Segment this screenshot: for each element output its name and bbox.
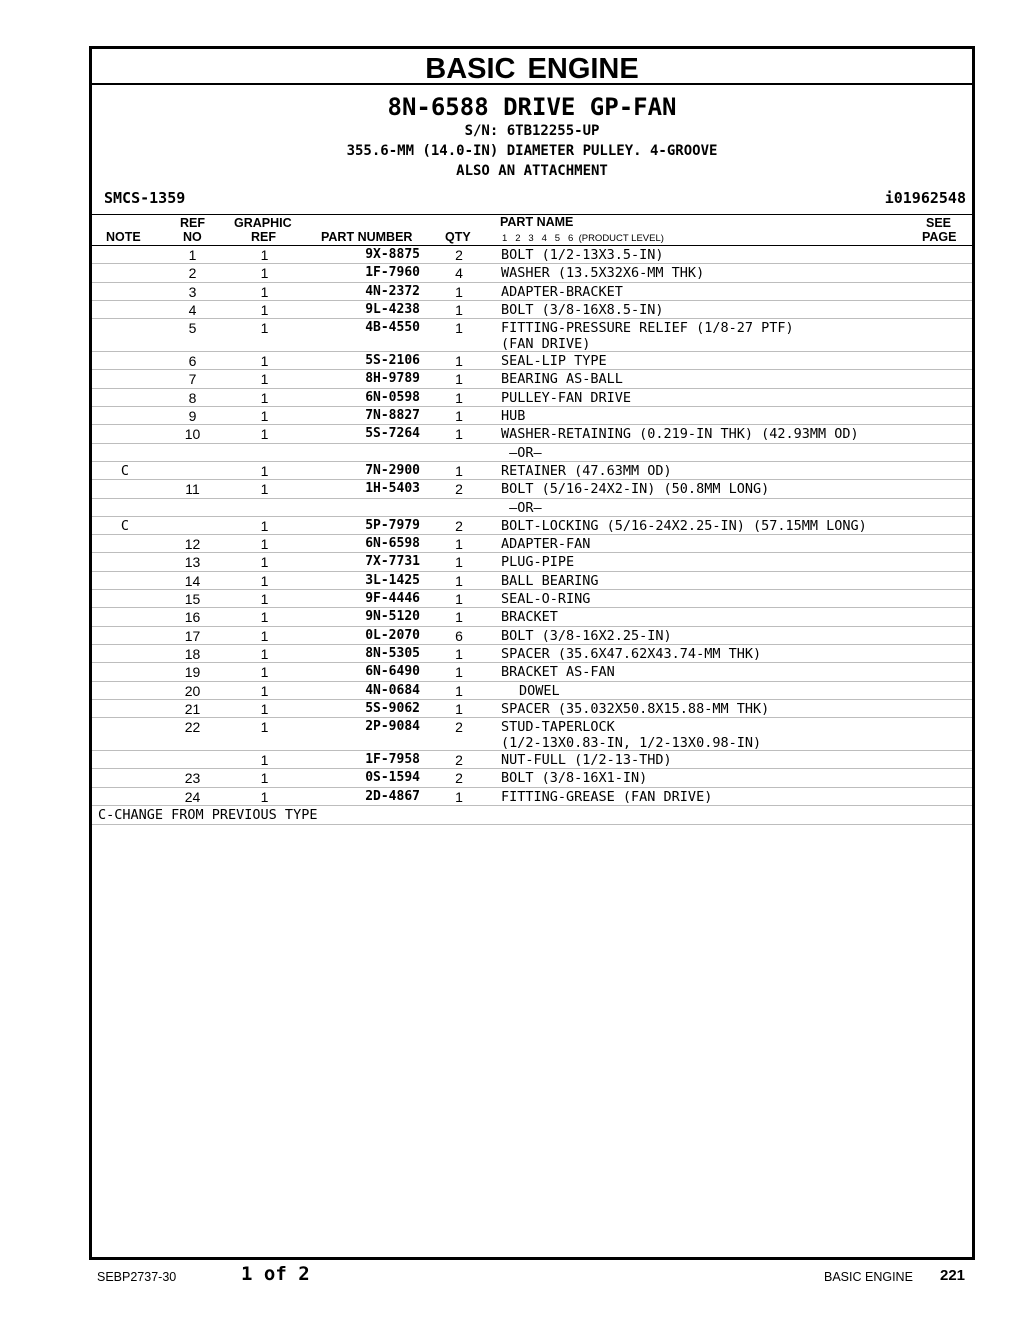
qty-cell: 1 [455, 389, 463, 406]
graphic-ref-cell: 1 [260, 536, 269, 553]
qty-cell: 2 [455, 517, 463, 534]
serial-range: S/N: 6TB12255-UP [464, 123, 600, 139]
parts-list-frame [89, 46, 975, 1260]
note-cell: C [120, 517, 130, 534]
graphic-ref-cell: 1 [260, 389, 269, 406]
part-name-cell: SEAL-O-RING [501, 591, 591, 608]
qty-cell: 2 [455, 770, 463, 787]
qty-cell: 1 [455, 609, 463, 626]
ref-no-cell: 12 [184, 536, 201, 553]
table-row [92, 627, 972, 645]
table-row [92, 572, 972, 590]
part-name-cell: —OR— [501, 499, 542, 516]
part-name-cell: WASHER (13.5X32X6-MM THK) [501, 265, 705, 282]
part-name-cell: —OR— [501, 444, 542, 461]
part-number-cell: 2P-9084 [365, 719, 420, 735]
qty-cell: 1 [455, 682, 463, 699]
graphic-ref-cell: 1 [260, 752, 269, 769]
qty-cell: 1 [455, 462, 463, 479]
qty-cell: 2 [455, 247, 463, 263]
qty-cell: 1 [455, 283, 463, 300]
part-number-cell: 3L-1425 [365, 572, 420, 588]
part-number-cell: 8N-5305 [365, 645, 420, 661]
table-row [92, 283, 972, 301]
part-name-cell: FITTING-GREASE (FAN DRIVE) [501, 788, 713, 805]
col-graphic-top: GRAPHIC [234, 216, 292, 230]
page-footer [0, 1262, 1020, 1292]
table-row [92, 769, 972, 787]
graphic-ref-cell: 1 [260, 371, 269, 388]
ref-no-cell: 4 [188, 301, 197, 318]
qty-cell: 1 [455, 408, 463, 425]
part-number-cell: 1F-7958 [365, 752, 420, 768]
ref-no-cell: 15 [184, 591, 201, 608]
group-description: 355.6-MM (14.0-IN) DIAMETER PULLEY. 4-GROOVE [346, 143, 718, 159]
graphic-ref-cell: 1 [260, 664, 269, 681]
ref-no-cell: 3 [188, 283, 197, 300]
part-number-cell: 9N-5120 [365, 609, 420, 625]
ref-no-cell: 11 [185, 481, 200, 498]
part-name-cell: BOLT (3/8-16X8.5-IN) [501, 301, 664, 318]
part-number-cell: 9L-4238 [365, 301, 420, 317]
part-number-cell: 1H-5403 [365, 481, 420, 497]
part-number-cell: 9F-4446 [365, 591, 420, 607]
part-name-cell: PULLEY-FAN DRIVE [501, 389, 632, 406]
part-name-cell: BOLT (3/8-16X1-IN) [501, 770, 648, 787]
table-row [92, 462, 972, 480]
table-row [92, 499, 972, 517]
col-part-number: PART NUMBER [321, 230, 413, 244]
table-row [92, 718, 972, 751]
ref-no-cell: 8 [188, 389, 197, 406]
graphic-ref-cell: 1 [260, 462, 269, 479]
ref-no-cell: 24 [184, 788, 201, 805]
col-graphic-bottom: REF [251, 230, 276, 244]
part-name-cell: DOWEL [519, 682, 560, 699]
qty-cell: 1 [455, 426, 463, 443]
graphic-ref-cell: 1 [260, 554, 269, 571]
qty-cell: 1 [455, 301, 463, 318]
qty-cell: 2 [455, 719, 463, 736]
part-name-cell: SEAL-LIP TYPE [501, 353, 607, 370]
graphic-ref-cell: 1 [260, 408, 269, 425]
col-ref-bottom: NO [183, 230, 202, 244]
qty-cell: 1 [455, 572, 463, 589]
smcs-code: SMCS-1359 [104, 189, 186, 207]
ref-no-cell: 5 [188, 320, 197, 337]
table-row [92, 663, 972, 681]
ref-no-cell: 16 [184, 609, 201, 626]
table-row [92, 389, 972, 407]
part-number-cell: 7N-8827 [365, 408, 420, 424]
qty-cell: 1 [455, 320, 463, 337]
part-number-cell: 4N-0684 [365, 682, 420, 698]
ref-no-cell: 7 [188, 371, 197, 388]
part-number-cell: 5S-7264 [365, 426, 420, 442]
part-name-cell: SPACER (35.032X50.8X15.88-MM THK) [501, 700, 770, 717]
table-row [92, 645, 972, 663]
table-body [92, 246, 972, 806]
col-ref-top: REF [180, 216, 205, 230]
graphic-ref-cell: 1 [260, 591, 269, 608]
ref-no-cell: 13 [184, 554, 201, 571]
part-number-cell: 2D-4867 [365, 788, 420, 804]
part-name-cell: BEARING AS-BALL [501, 371, 623, 388]
graphic-ref-cell: 1 [260, 247, 269, 263]
ref-no-cell: 17 [184, 627, 201, 644]
graphic-ref-cell: 1 [260, 627, 269, 644]
col-see-top: SEE [926, 216, 952, 230]
part-name-cell: RETAINER (47.63MM OD) [501, 462, 672, 479]
col-qty: QTY [445, 230, 471, 244]
table-row [92, 246, 972, 264]
part-number-cell: 0L-2070 [365, 627, 420, 643]
ref-no-cell: 21 [184, 700, 201, 717]
page-of: 1 of 2 [241, 1263, 310, 1285]
part-name-cell: NUT-FULL (1/2-13-THD) [501, 752, 672, 769]
group-title: 8N-6588 DRIVE GP-FAN [387, 93, 677, 121]
qty-cell: 1 [455, 645, 463, 662]
part-name-cell: BOLT (3/8-16X2.25-IN) [501, 627, 672, 644]
attachment-note: ALSO AN ATTACHMENT [456, 163, 608, 179]
graphic-ref-cell: 1 [260, 320, 269, 337]
table-row [92, 480, 972, 498]
part-number-cell: 4N-2372 [365, 283, 420, 299]
part-number-cell: 5S-9062 [365, 700, 420, 716]
graphic-ref-cell: 1 [260, 572, 269, 589]
graphic-ref-cell: 1 [260, 283, 269, 300]
part-number-cell: 5P-7979 [365, 517, 420, 533]
graphic-ref-cell: 1 [260, 609, 269, 626]
document-id: SEBP2737-30 [97, 1270, 177, 1284]
ref-no-cell: 6 [188, 353, 197, 370]
part-number-cell: 5S-2106 [365, 353, 420, 369]
ref-no-cell: 19 [184, 664, 201, 681]
part-name-cell: HUB [501, 408, 526, 425]
part-name-cell: SPACER (35.6X47.62X43.74-MM THK) [501, 645, 762, 662]
part-number-cell: 8H-9789 [365, 371, 420, 387]
table-row [92, 425, 972, 443]
part-name-cell: STUD-TAPERLOCK (1/2-13X0.83-IN, 1/2-13X0.98-IN) [501, 719, 762, 752]
part-name-cell: BALL BEARING [501, 572, 599, 589]
part-number-cell: 6N-0598 [365, 389, 420, 405]
illustration-id: i01962548 [884, 189, 966, 207]
footer-section: BASIC ENGINE [824, 1270, 913, 1284]
graphic-ref-cell: 1 [260, 353, 269, 370]
part-name-cell: BOLT-LOCKING (5/16-24X2.25-IN) (57.15MM LONG) [501, 517, 867, 534]
graphic-ref-cell: 1 [260, 719, 269, 736]
table-row [92, 608, 972, 626]
ref-no-cell: 20 [184, 682, 201, 699]
table-row [92, 553, 972, 571]
qty-cell: 6 [455, 627, 463, 644]
part-name-cell: BRACKET [501, 609, 558, 626]
qty-cell: 2 [455, 481, 463, 498]
qty-cell: 1 [455, 700, 463, 717]
col-note: NOTE [106, 230, 141, 244]
smcs-row [92, 187, 972, 211]
part-number-cell: 4B-4550 [365, 320, 420, 336]
table-row [92, 788, 972, 806]
ref-no-cell: 23 [184, 770, 201, 787]
part-name-cell: FITTING-PRESSURE RELIEF (1/8-27 PTF) (FAN DRIVE) [501, 320, 794, 353]
ref-no-cell: 18 [184, 645, 201, 662]
table-row [92, 370, 972, 388]
graphic-ref-cell: 1 [260, 682, 269, 699]
table-row [92, 352, 972, 370]
qty-cell: 1 [455, 554, 463, 571]
graphic-ref-cell: 1 [260, 645, 269, 662]
part-name-cell: BOLT (1/2-13X3.5-IN) [501, 247, 664, 263]
table-row [92, 319, 972, 352]
table-header [92, 215, 972, 246]
footnote-row [92, 806, 972, 825]
parts-table [92, 214, 972, 825]
part-number-cell: 7N-2900 [365, 462, 420, 478]
ref-no-cell: 1 [188, 247, 197, 263]
graphic-ref-cell: 1 [260, 788, 269, 805]
qty-cell: 1 [455, 353, 463, 370]
part-number-cell: 6N-6490 [365, 664, 420, 680]
qty-cell: 1 [455, 536, 463, 553]
table-row [92, 517, 972, 535]
ref-no-cell: 22 [184, 719, 201, 736]
part-name-cell: PLUG-PIPE [501, 554, 575, 571]
graphic-ref-cell: 1 [260, 481, 269, 498]
table-row [92, 407, 972, 425]
part-number-cell: 1F-7960 [365, 265, 420, 281]
change-footnote: C-CHANGE FROM PREVIOUS TYPE [98, 807, 318, 824]
part-number-cell: 0S-1594 [365, 770, 420, 786]
graphic-ref-cell: 1 [260, 770, 269, 787]
ref-no-cell: 14 [184, 572, 201, 589]
part-number-cell: 9X-8875 [365, 247, 420, 262]
col-part-name: PART NAME [500, 215, 574, 229]
graphic-ref-cell: 1 [260, 301, 269, 318]
part-number-cell: 7X-7731 [365, 554, 420, 570]
ref-no-cell: 9 [188, 408, 197, 425]
table-row [92, 264, 972, 282]
col-product-level: 1 2 3 4 5 6 (PRODUCT LEVEL) [502, 233, 664, 244]
qty-cell: 1 [455, 788, 463, 805]
qty-cell: 1 [455, 664, 463, 681]
table-row [92, 444, 972, 462]
col-see-bottom: PAGE [922, 230, 957, 244]
graphic-ref-cell: 1 [260, 517, 269, 534]
part-name-cell: WASHER-RETAINING (0.219-IN THK) (42.93MM OD) [501, 426, 859, 443]
graphic-ref-cell: 1 [260, 426, 269, 443]
qty-cell: 1 [455, 371, 463, 388]
table-row [92, 682, 972, 700]
section-title: BASIC ENGINE [92, 49, 972, 85]
note-cell: C [120, 462, 130, 479]
qty-cell: 4 [455, 265, 463, 282]
ref-no-cell: 2 [188, 265, 197, 282]
table-row [92, 301, 972, 319]
ref-no-cell: 10 [184, 426, 201, 443]
table-row [92, 590, 972, 608]
table-row [92, 535, 972, 553]
table-row [92, 751, 972, 769]
graphic-ref-cell: 1 [260, 265, 269, 282]
qty-cell: 1 [455, 591, 463, 608]
part-name-cell: BRACKET AS-FAN [501, 664, 615, 681]
page-number: 221 [940, 1267, 966, 1284]
part-name-cell: ADAPTER-FAN [501, 536, 591, 553]
qty-cell: 2 [455, 752, 463, 769]
graphic-ref-cell: 1 [260, 700, 269, 717]
part-name-cell: BOLT (5/16-24X2-IN) (50.8MM LONG) [501, 481, 770, 498]
part-number-cell: 6N-6598 [365, 536, 420, 552]
table-row [92, 700, 972, 718]
part-name-cell: ADAPTER-BRACKET [501, 283, 623, 300]
